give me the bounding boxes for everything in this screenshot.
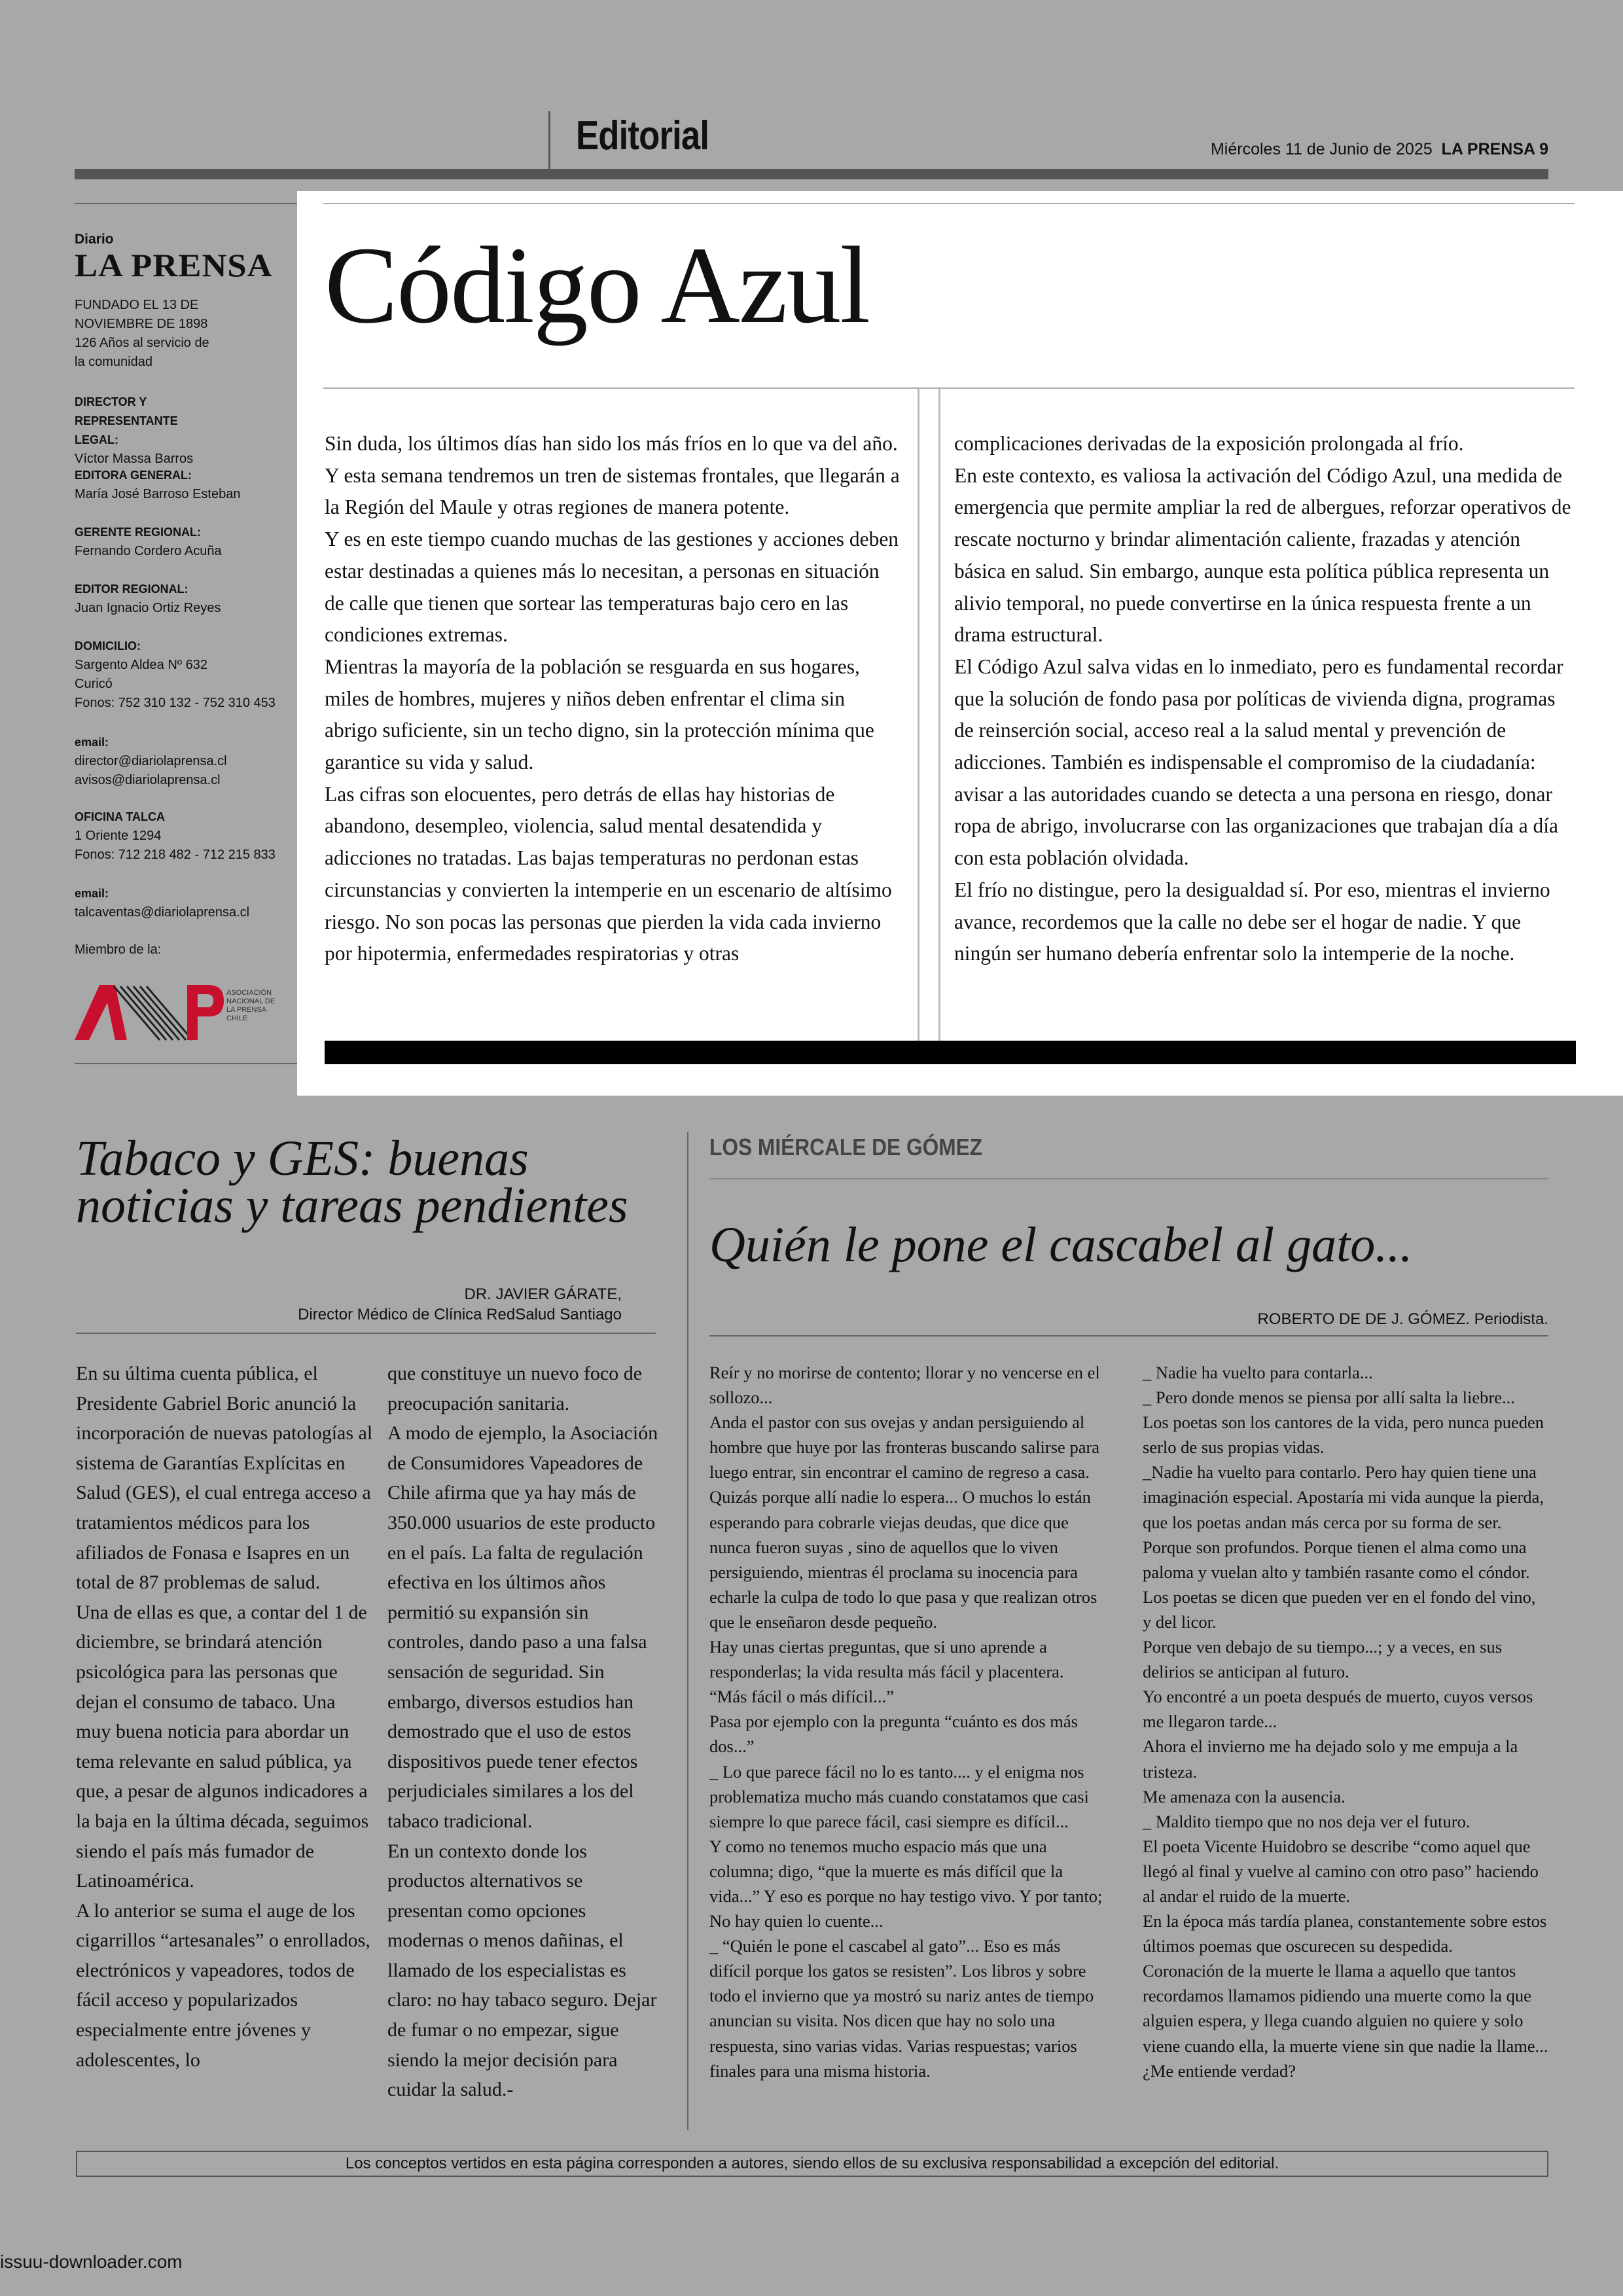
header-divider xyxy=(548,111,550,177)
masthead-diario: Diario xyxy=(75,232,114,247)
paragraph: ¿Me entiende verdad? xyxy=(1143,2060,1296,2081)
paragraph: _Nadie ha vuelto para contarlo. Pero hay quien tiene una imaginación especial. Apostaría mi vida aunque la pierda, que los poetas andan más cerca por su forma de ser. Porque son profundos. Porque tienen el alma como una paloma y vuelan alto y también rasante como el cóndor. xyxy=(1143,1462,1544,1582)
gerente-name: Fernando Cordero Acuña xyxy=(75,544,222,558)
anp-text: ASOCIACIÓN NACIONAL DE LA PRENSA CHILE xyxy=(226,989,276,1022)
column-kicker: LOS MIÉRCALE DE GÓMEZ xyxy=(709,1134,983,1160)
editora-label: EDITORA GENERAL: xyxy=(75,469,192,482)
masthead-member: Miembro de la: xyxy=(75,942,162,957)
paragraph: Reír y no morirse de contento; llorar y no vencerse en el sollozo... xyxy=(709,1363,1100,1408)
author-role: Director Médico de Clínica RedSalud Santiago xyxy=(298,1306,622,1323)
editorial-title: Código Azul xyxy=(325,224,870,346)
email-director[interactable]: director@diariolaprensa.cl xyxy=(75,754,227,768)
director-name: Víctor Massa Barros xyxy=(75,452,194,466)
paragraph: Los poetas son los cantores de la vida, pero nunca pueden serlo de sus propias vidas. xyxy=(1143,1412,1544,1458)
email-label: email: xyxy=(75,736,109,749)
paragraph: Coronación de la muerte le llama a aquello que tantos recordamos llamamos pidiendo una muerte como la que alguien espera, y llega cuando alguien no quiere y solo viene cuando ella, la muerte viene sin que nadie la llame... xyxy=(1143,1961,1548,2056)
editorial-column-divider xyxy=(918,389,919,1042)
author-name: DR. JAVIER GÁRATE, xyxy=(464,1285,622,1303)
talca-address: 1 Oriente 1294 xyxy=(75,829,162,843)
header-bar xyxy=(75,169,1548,179)
article-right-byline: ROBERTO DE DE J. GÓMEZ. Periodista. xyxy=(1257,1310,1548,1328)
editorial-title-rule xyxy=(323,387,1575,389)
editorial-column-1 xyxy=(325,428,901,970)
paragraph: que constituye un nuevo foco de preocupación sanitaria. xyxy=(387,1363,643,1414)
paragraph: El poeta Vicente Huidobro se describe “como aquel que llegó al final y vuelve al camino con otro paso” haciendo al andar el ruido de la muerte. xyxy=(1143,1836,1539,1906)
masthead-editor xyxy=(75,580,291,618)
page-label: LA PRENSA 9 xyxy=(1441,140,1548,158)
paragraph: Mientras la mayoría de la población se resguarda en sus hogares, miles de hombres, mujeres y niños deben enfrentar el clima sin abrigo suficiente, sin un techo digno, sin la protección mínima que garantice su vida y salud. xyxy=(325,655,874,774)
paragraph: En un contexto donde los productos alternativos se presentan como opciones modernas o menos dañinas, el llamado de los especialistas es claro: no hay tabaco seguro. Dejar de fumar o no empezar, sigue siendo la mejor decisión para cuidar la salud.- xyxy=(387,1840,657,2101)
anp-logo xyxy=(75,980,284,1045)
paragraph: En este contexto, es valiosa la activación del Código Azul, una medida de emergencia que permite ampliar la red de albergues, reforzar operativos de rescate nocturno y brindar alimentación caliente, frazadas y atención básica en salud. Sin embargo, aunque esta política pública representa un alivio temporal, no puede convertirse en la única respuesta frente a un drama estructural. xyxy=(954,463,1571,647)
paragraph: _ Maldito tiempo que no nos deja ver el futuro. xyxy=(1143,1811,1471,1831)
paragraph: A modo de ejemplo, la Asociación de Consumidores Vapeadores de Chile afirma que ya hay más de 350.000 usuarios de este producto en el país. La falta de regulación efectiva en los últimos años permitió su expansión sin controles, dando paso a una falsa sensación de seguridad. Sin embargo, diversos estudios han demostrado que el uso de estos dispositivos puede tener efectos perjudiciales similares a los del tabaco tradicional. xyxy=(387,1422,658,1832)
issue-date: Miércoles 11 de Junio de 2025 xyxy=(1210,140,1433,158)
email-avisos[interactable]: avisos@diariolaprensa.cl xyxy=(75,773,221,787)
domicilio-address: Sargento Aldea Nº 632 xyxy=(75,658,208,672)
masthead-gerente xyxy=(75,523,291,561)
gerente-label: GERENTE REGIONAL: xyxy=(75,526,202,539)
article-divider xyxy=(687,1132,688,2130)
masthead-editora xyxy=(75,466,291,504)
paragraph: Porque ven debajo de su tiempo...; y a veces, en sus delirios se anticipan al futuro. xyxy=(1143,1637,1503,1682)
paragraph: A lo anterior se suma el auge de los cigarrillos “artesanales” o enrollados, electrónicos y vapeadores, todos de fácil acceso y popularizados especialmente entre jóvenes y adolescentes, lo xyxy=(76,1899,370,2071)
disclaimer-box: Los conceptos vertidos en esta página corresponden a autores, siendo ellos de su exclusiva responsabilidad a excepción del editorial. xyxy=(76,2151,1548,2177)
talca-label: OFICINA TALCA xyxy=(75,810,165,823)
paragraph: Una de ellas es que, a contar del 1 de diciembre, se brindará atención psicológica para las personas que dejan el consumo de tabaco. Una muy buena noticia para abordar un tema relevante en salud pública, ya que, a pesar de algunos indicadores a la baja en la última década, seguimos siendo el país más fumador de Latinoamérica. xyxy=(76,1601,369,1892)
editorial-column-divider xyxy=(938,389,940,1042)
paragraph: _ Lo que parece fácil no lo es tanto.... y el enigma nos problematiza mucho más cuando constatamos que casi siempre lo que parece fácil, casi siempre es difícil... xyxy=(709,1761,1089,1831)
paragraph: El frío no distingue, pero la desigualdad sí. Por eso, mientras el invierno avance, recordemos que la calle no debe ser el hogar de nadie. Y que ningún ser humano debería enfrentar solo la intemperie de la noche. xyxy=(954,878,1550,965)
paragraph: En su última cuenta pública, el Presidente Gabriel Boric anunció la incorporación de nuevas patologías al sistema de Garantías Explícitas en Salud (GES), el cual entrega acceso a tratamientos médicos para los afiliados de Fonasa e Isapres en un total de 87 problemas de salud. xyxy=(76,1363,373,1594)
paragraph: El Código Azul salva vidas en lo inmediato, pero es fundamental recordar que la solución de fondo pasa por políticas de vivienda digna, programas de reinserción social, acceso real a la salud mental y prevención de adicciones. También es indispensable el compromiso de la ciudadanía: avisar a las autoridades cuando se detecta a una persona en riesgo, donar ropa de abrigo, involucrarse con las organizaciones que trabajan día a día con esta población olvidada. xyxy=(954,655,1563,870)
section-title: Editorial xyxy=(576,113,709,158)
paragraph: Y es en este tiempo cuando muchas de las gestiones y acciones deben estar destinadas a quienes más lo necesitan, a personas en situación de calle que tienen que sortear las temperaturas bajo cero en las condiciones extremas. xyxy=(325,528,899,647)
kicker-rule xyxy=(709,1178,1548,1179)
paragraph: Yo encontré a un poeta después de muerto, cuyos versos me llegaron tarde... xyxy=(1143,1687,1533,1732)
paragraph: Anda el pastor con sus ovejas y andan persiguiendo al hombre que huye por las fronteras buscando salirse para luego entrar, sin encontrar el camino de regreso a casa. xyxy=(709,1412,1100,1482)
paragraph: _ Pero donde menos se piensa por allí salta la liebre... xyxy=(1143,1388,1515,1408)
paragraph: En la época más tardía planea, constantemente sobre estos últimos poemas que oscurecen su despedida. xyxy=(1143,1911,1547,1956)
masthead-email xyxy=(75,733,291,790)
editorial-panel xyxy=(297,191,1623,1096)
editorial-top-rule xyxy=(323,203,1575,204)
article-right-column-1 xyxy=(709,1360,1103,2083)
email-talca[interactable]: talcaventas@diariolaprensa.cl xyxy=(75,905,250,920)
editorial-bottom-bar xyxy=(325,1041,1576,1064)
domicilio-city: Curicó xyxy=(75,677,113,691)
paragraph: Sin duda, los últimos días han sido los más fríos en lo que va del año. Y esta semana tendremos un tren de sistemas frontales, que llegarán a la Región del Maule y otras regiones de manera potente. xyxy=(325,432,900,519)
paragraph: _ “Quién le pone el cascabel al gato”... Eso es más difícil porque los gatos se resisten”. Los libros y sobre todo el invierno que ya mostró su nariz antes de tiempo anuncian su visita. Nos dicen que hay no solo una respuesta, sino varias vidas. Varias respuestas; varios finales para una misma historia. xyxy=(709,1936,1094,2081)
masthead-founded: FUNDADO EL 13 DE NOVIEMBRE DE 1898 126 Años al servicio de la comunidad xyxy=(75,298,209,369)
editor-label: EDITOR REGIONAL: xyxy=(75,583,188,596)
article-right-column-2 xyxy=(1143,1360,1548,2083)
header-date-line xyxy=(1211,140,1548,159)
domicilio-label: DOMICILIO: xyxy=(75,639,141,653)
editora-name: María José Barroso Esteban xyxy=(75,487,241,501)
paragraph: Pasa por ejemplo con la pregunta “cuánto es dos más dos...” xyxy=(709,1712,1078,1757)
masthead-logo: LA PRENSA xyxy=(75,247,273,283)
talca-phones: Fonos: 712 218 482 - 712 215 833 xyxy=(75,848,276,862)
article-left-title: Tabaco y GES: buenas noticias y tareas pendientes xyxy=(76,1131,628,1233)
masthead-email-talca xyxy=(75,884,291,922)
director-label: DIRECTOR Y REPRESENTANTE LEGAL: xyxy=(75,395,178,446)
article-left-byline xyxy=(76,1284,622,1325)
email-talca-label: email: xyxy=(75,887,109,900)
article-right-rule xyxy=(709,1335,1548,1336)
paragraph: Las cifras son elocuentes, pero detrás de ellas hay historias de abandono, desempleo, violencia, salud mental desatendida y adicciones no tratadas. Las bajas temperaturas no perdonan estas circunstancias y convierten la intemperie en un escenario de altísimo riesgo. No son pocas las personas que pierden la vida cada invierno por hipotermia, enfermedades respiratorias y otras xyxy=(325,782,892,965)
editor-name: Juan Ignacio Ortiz Reyes xyxy=(75,601,221,615)
paragraph: Ahora el invierno me ha dejado solo y me empuja a la tristeza. xyxy=(1143,1736,1518,1782)
paragraph: Me amenaza con la ausencia. xyxy=(1143,1786,1346,1806)
article-left-rule xyxy=(76,1333,656,1334)
masthead-director xyxy=(75,393,291,469)
editorial-column-2 xyxy=(954,428,1576,970)
masthead-talca xyxy=(75,808,291,865)
paragraph: Hay unas ciertas preguntas, que si uno aprende a responderlas; la vida resulta más fácil y placentera. “Más fácil o más difícil...” xyxy=(709,1637,1064,1707)
article-right-title: Quién le pone el cascabel al gato... xyxy=(709,1217,1413,1272)
domicilio-phones: Fonos: 752 310 132 - 752 310 453 xyxy=(75,696,276,710)
masthead-domicilio xyxy=(75,637,291,713)
paragraph: Y como no tenemos mucho espacio más que una columna; digo, “que la muerte es más difícil que la vida...” Y eso es porque no hay testigo vivo. Y por tanto; No hay quien lo cuente... xyxy=(709,1836,1103,1931)
article-left-column-2 xyxy=(387,1359,662,2105)
masthead-sidebar xyxy=(75,203,297,1064)
watermark-text: issuu-downloader.com xyxy=(0,2251,183,2272)
paragraph: complicaciones derivadas de la exposición prolongada al frío. xyxy=(954,432,1464,455)
paragraph: Los poetas se dicen que pueden ver en el fondo del vino, y del licor. xyxy=(1143,1587,1536,1632)
article-left-column-1 xyxy=(76,1359,374,2075)
paragraph: _ Nadie ha vuelto para contarla... xyxy=(1143,1363,1373,1382)
paragraph: Quizás porque allí nadie lo espera... O muchos lo están esperando para cobrarle viejas deudas, que dice que nunca fueron suyas , sino de aquellos que lo viven persiguiendo, mientras él proclama su inocencia para echarle la culpa de todo lo que pasa y que realizan otros que le enseñaron desde pequeño. xyxy=(709,1487,1097,1632)
